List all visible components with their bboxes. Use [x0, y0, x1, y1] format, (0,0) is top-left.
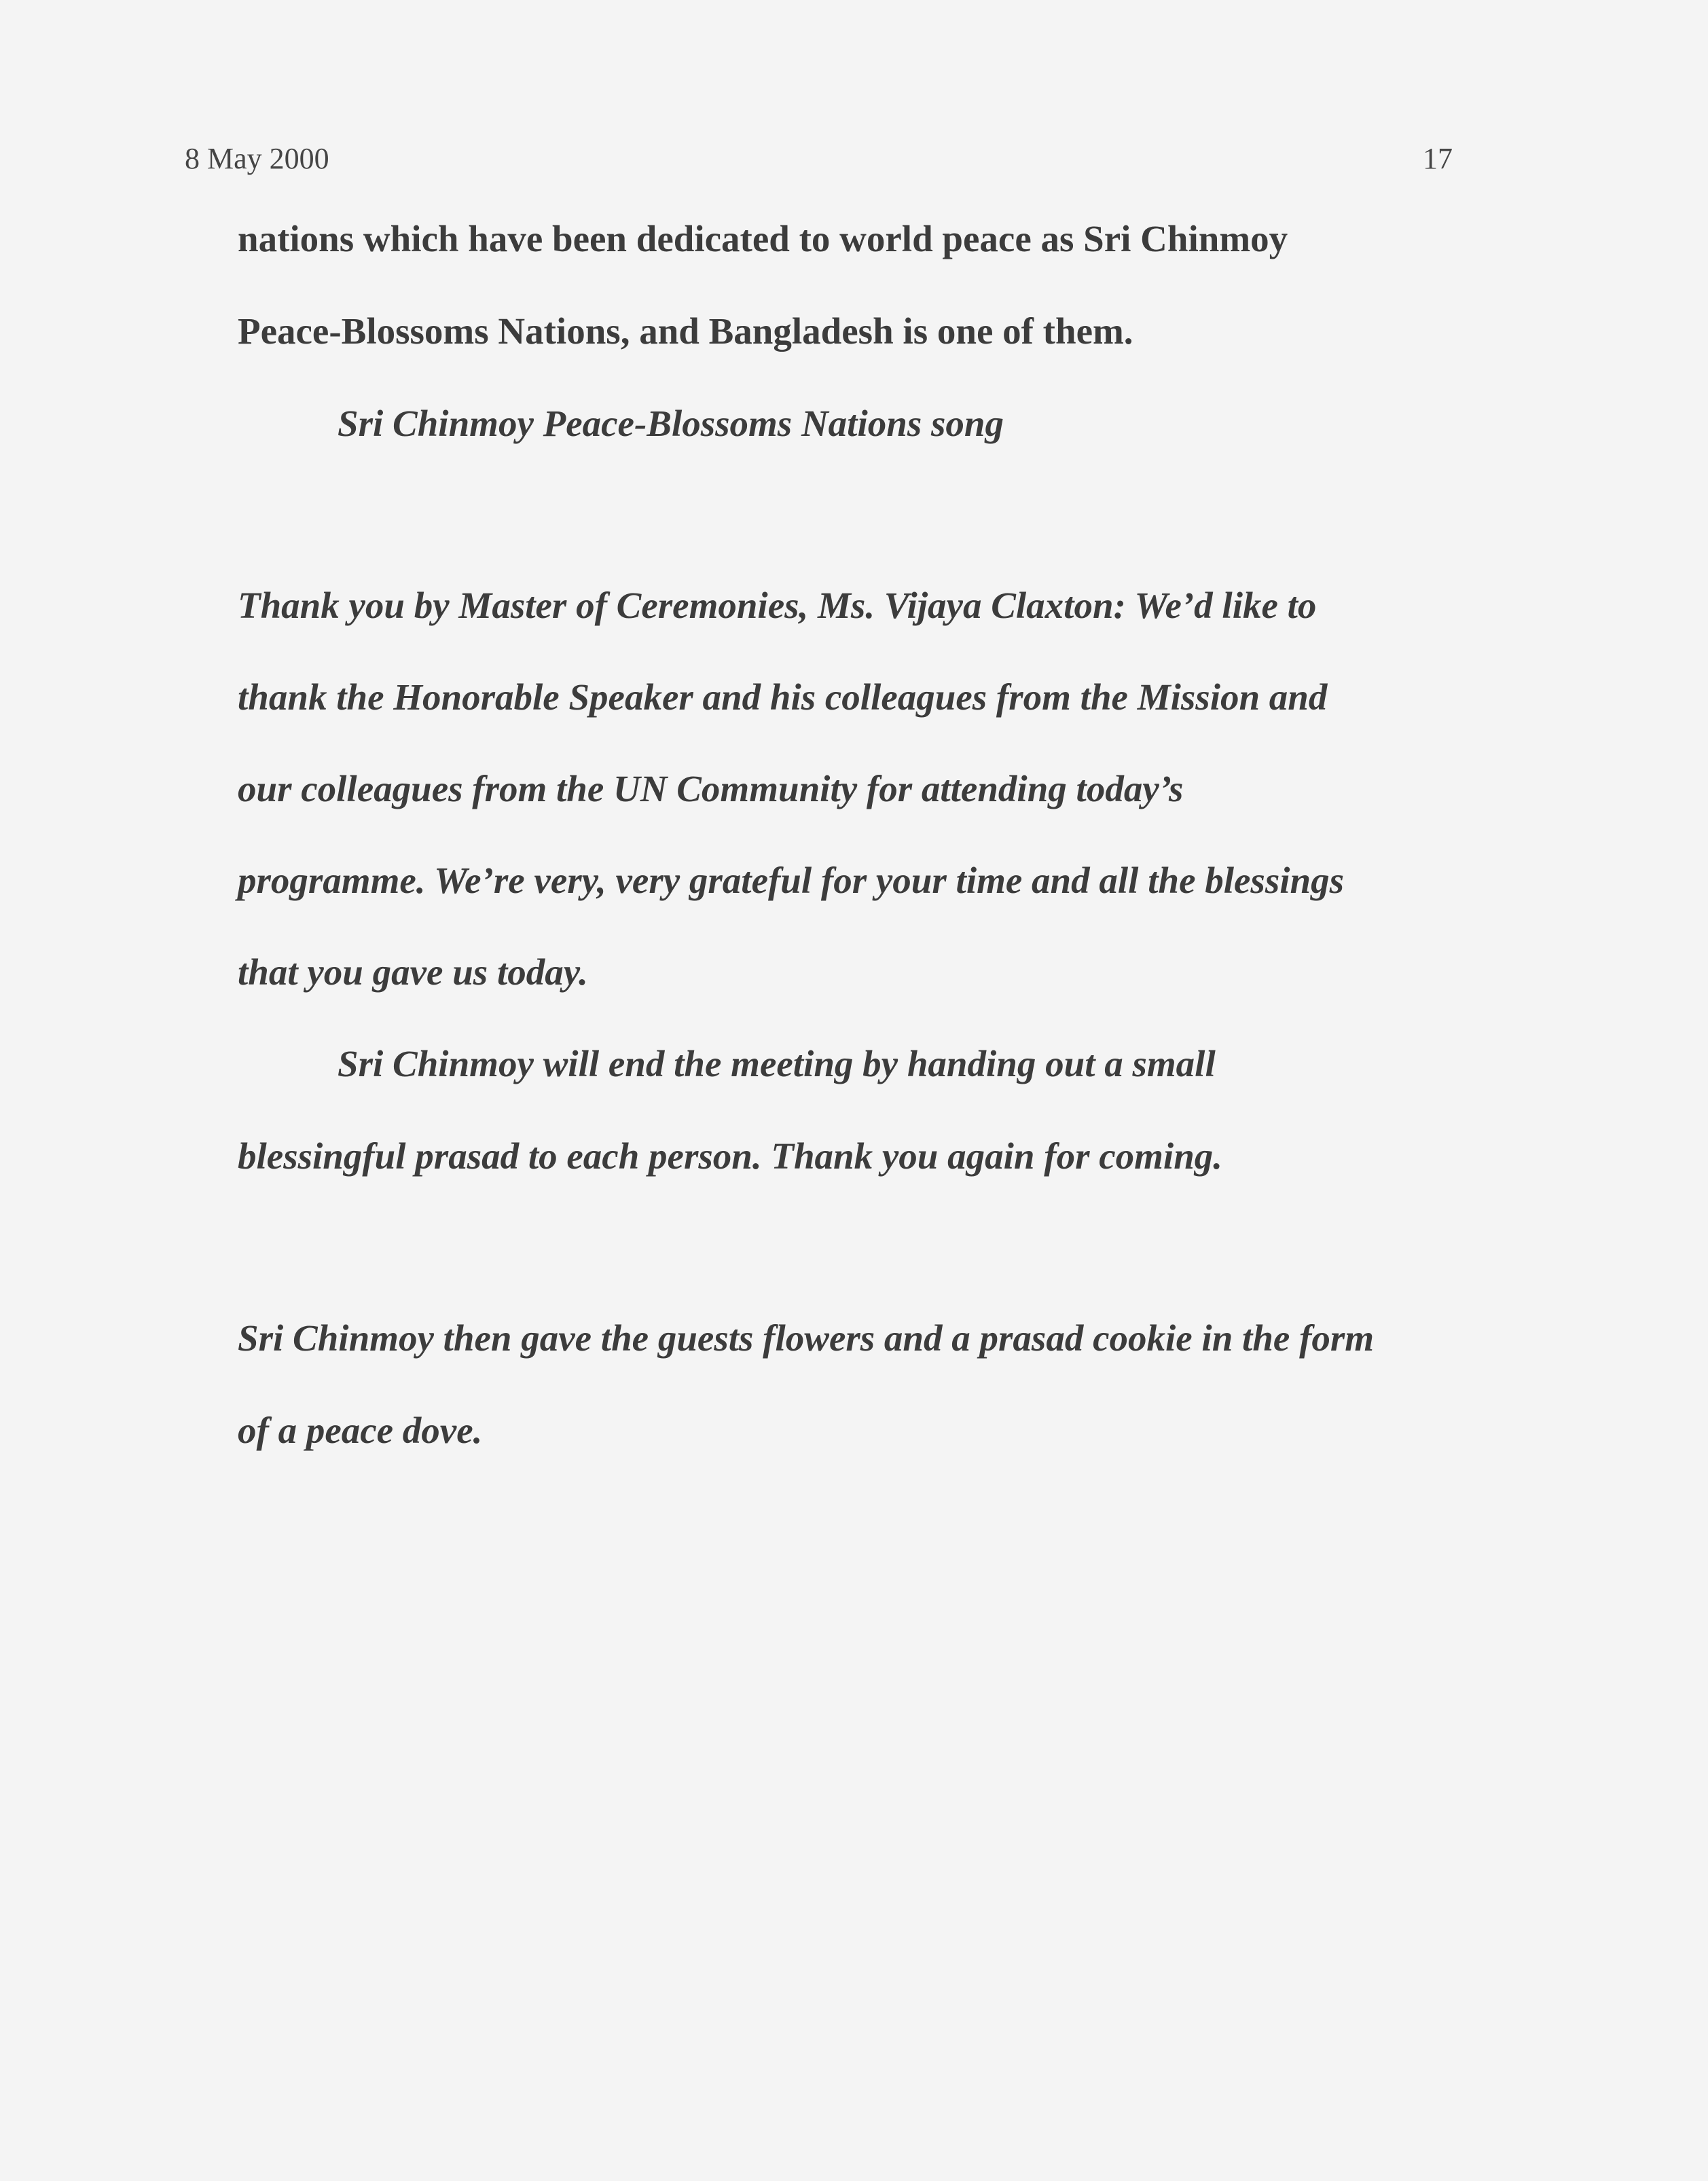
text-line: nations which have been dedicated to world peace as Sri Chinmoy: [238, 218, 1288, 259]
text-line: Sri Chinmoy then gave the guests flowers and a prasad cookie in the form: [238, 1317, 1375, 1359]
text-line: thank the Honorable Speaker and his colleagues from the Mission and: [238, 676, 1328, 718]
text-line: Thank you by Master of Ceremonies, Ms. Vijaya Claxton: We’d like to: [238, 585, 1317, 626]
page-number: 17: [1423, 142, 1453, 175]
text-line: of a peace dove.: [238, 1410, 483, 1451]
header-date: 8 May 2000: [185, 142, 329, 175]
text-line: our colleagues from the UN Community for attending today’s: [238, 768, 1184, 809]
text-line: Sri Chinmoy Peace-Blossoms Nations song: [338, 403, 1004, 444]
text-line: that you gave us today.: [238, 951, 588, 993]
text-line: Peace-Blossoms Nations, and Bangladesh is one of them.: [238, 310, 1133, 352]
text-line: blessingful prasad to each person. Thank you again for coming.: [238, 1135, 1223, 1177]
text-line: programme. We’re very, very grateful for your time and all the blessings: [238, 860, 1344, 901]
text-line: Sri Chinmoy will end the meeting by handing out a small: [338, 1043, 1216, 1084]
